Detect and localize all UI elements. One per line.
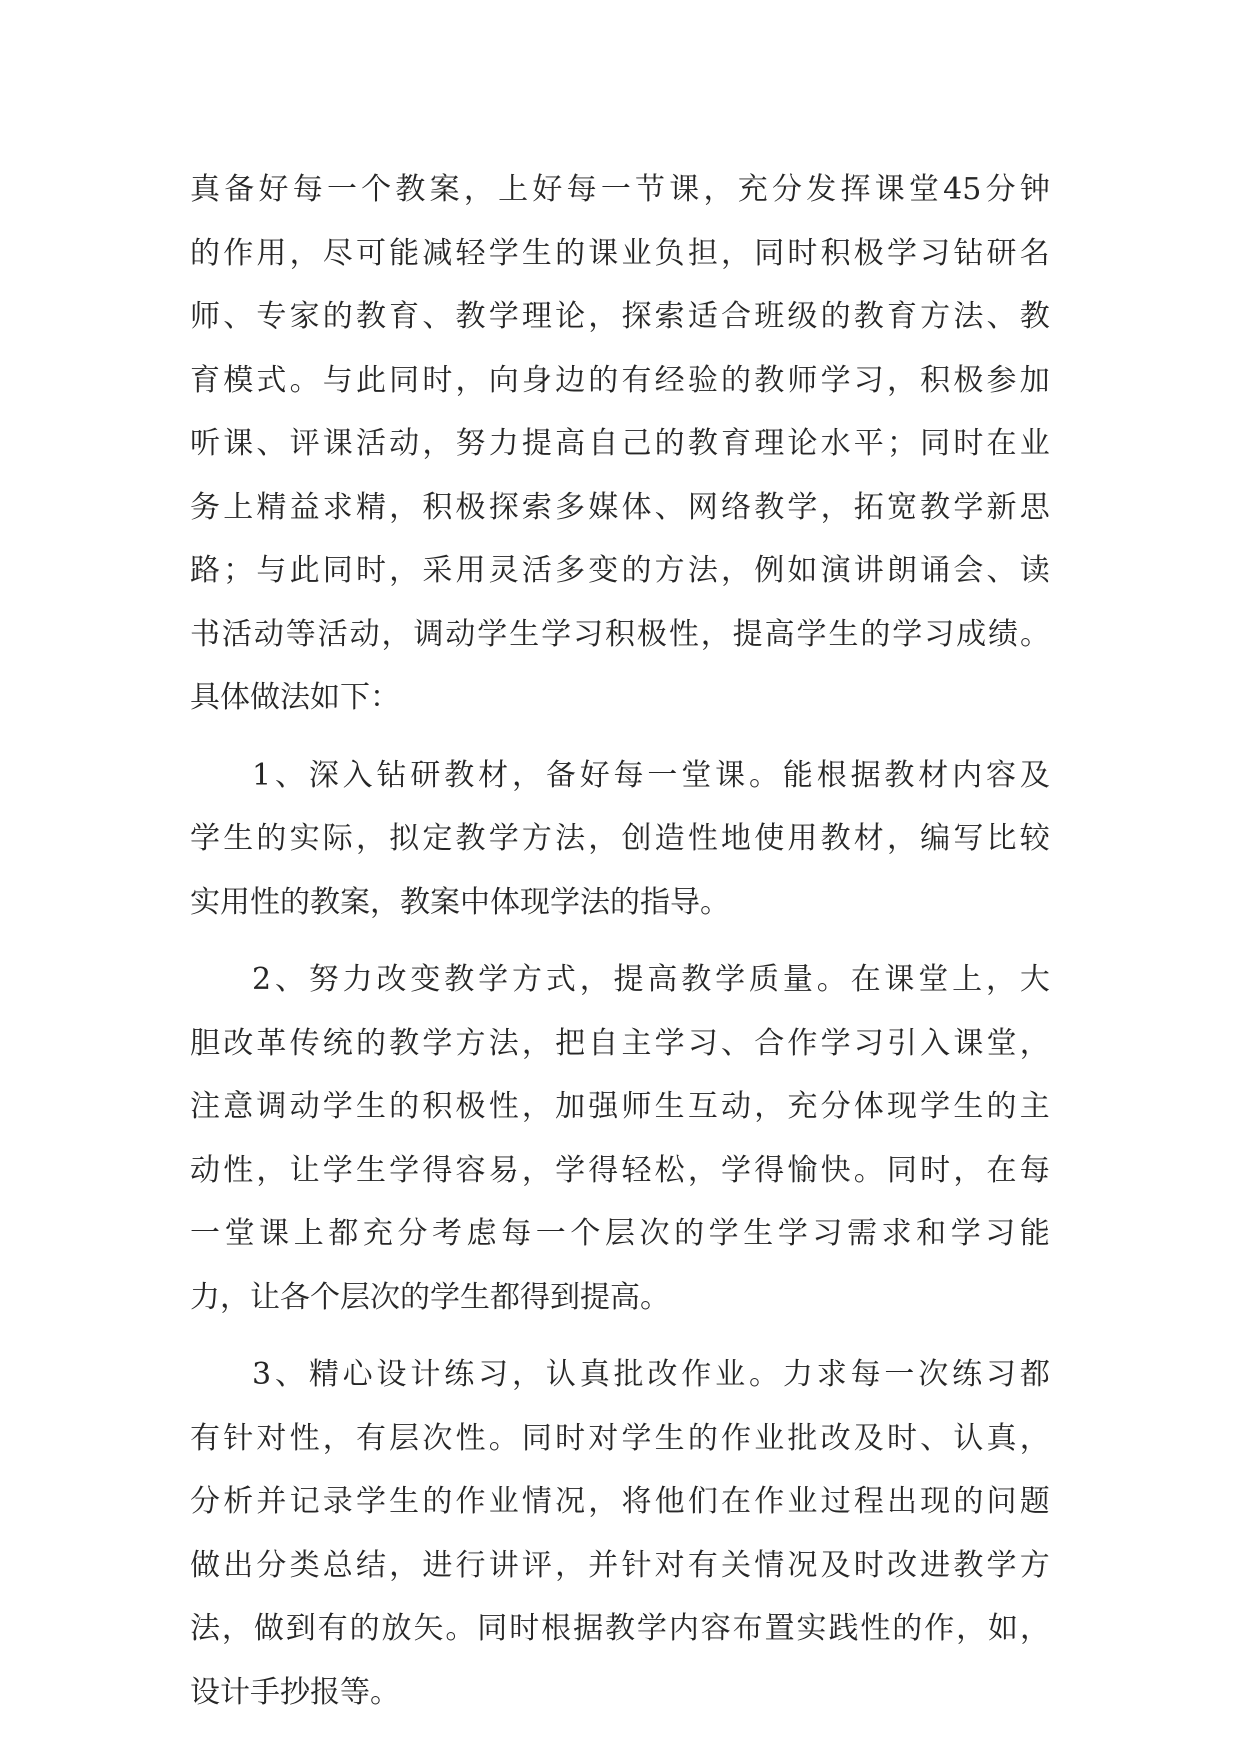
text-line: 的 作 用 ， 尽 可 能 减 轻 学 生 的 课 业 负 担 ， 同 时 积 极 学 习 钻 研 名 <box>190 235 1050 271</box>
text-line: 师 、 专 家 的 教 育 、 教 学 理 论 ， 探 索 适 合 班 级 的 教 育 方 法 、 教 <box>190 299 1050 334</box>
text-line: 学 生 的 实 际 ， 拟 定 教 学 方 法 ， 创 造 性 地 使 用 教 材 ， 编 写 比 较 <box>190 821 1050 856</box>
paragraph <box>190 744 1050 935</box>
text-line: 育 模 式 。 与 此 同 时 ， 向 身 边 的 有 经 验 的 教 师 学 习 ， 积 极 参 加 <box>190 362 1050 398</box>
paragraph <box>190 158 1050 730</box>
text-line: 务 上 精 益 求 精 ， 积 极 探 索 多 媒 体 、 网 络 教 学 ， 拓 宽 教 学 新 思 <box>190 489 1050 525</box>
text-line: 1 、 深 入 钻 研 教 材 ， 备 好 每 一 堂 课 。 能 根 据 教 材 内 容 及 <box>252 757 1050 793</box>
text-line: 书 活 动 等 活 动 ， 调 动 学 生 学 习 积 极 性 ， 提 高 学 生 的 学 习 成 绩 。 <box>190 616 1050 652</box>
paragraph-gap <box>190 730 1050 744</box>
text-line: 听 课 、 评 课 活 动 ， 努 力 提 高 自 己 的 教 育 理 论 水 平 ； 同 时 在 业 <box>190 426 1050 461</box>
text-line: 实用性的教案，教案中体现学法的指导。 <box>190 884 730 920</box>
text-line: 动 性 ， 让 学 生 学 得 容 易 ， 学 得 轻 松 ， 学 得 愉 快 。 同 时 ， 在 每 <box>190 1152 1050 1188</box>
paragraph <box>190 1343 1050 1724</box>
text-line: 胆 改 革 传 统 的 教 学 方 法 ， 把 自 主 学 习 、 合 作 学 习 引 入 课 堂 ， <box>190 1025 1050 1061</box>
paragraph <box>190 948 1050 1329</box>
text-line: 法 ， 做 到 有 的 放 矢 。 同 时 根 据 教 学 内 容 布 置 实 践 性 的 作 ， 如 ， <box>190 1611 1050 1646</box>
document-body <box>190 158 1050 1724</box>
text-line: 力，让各个层次的学生都得到提高。 <box>190 1279 670 1315</box>
text-line: 2 、 努 力 改 变 教 学 方 式 ， 提 高 教 学 质 量 。 在 课 堂 上 ， 大 <box>252 962 1050 997</box>
text-line: 分 析 并 记 录 学 生 的 作 业 情 况 ， 将 他 们 在 作 业 过 程 出 现 的 问 题 <box>190 1484 1050 1519</box>
text-line: 3 、 精 心 设 计 练 习 ， 认 真 批 改 作 业 。 力 求 每 一 次 练 习 都 <box>252 1357 1050 1392</box>
text-line: 一 堂 课 上 都 充 分 考 虑 每 一 个 层 次 的 学 生 学 习 需 求 和 学 习 能 <box>190 1216 1050 1251</box>
text-line: 注 意 调 动 学 生 的 积 极 性 ， 加 强 师 生 互 动 ， 充 分 体 现 学 生 的 主 <box>190 1089 1050 1124</box>
text-line: 真 备 好 每 一 个 教 案 ， 上 好 每 一 节 课 ， 充 分 发 挥 课 堂 45 分 钟 <box>190 172 1050 207</box>
text-line: 路 ； 与 此 同 时 ， 采 用 灵 活 多 变 的 方 法 ， 例 如 演 讲 朗 诵 会 、 读 <box>190 553 1050 588</box>
text-line: 具体做法如下： <box>190 680 400 715</box>
paragraph-gap <box>190 1329 1050 1343</box>
text-line: 做 出 分 类 总 结 ， 进 行 讲 评 ， 并 针 对 有 关 情 况 及 时 改 进 教 学 方 <box>190 1547 1050 1583</box>
paragraph-gap <box>190 934 1050 948</box>
text-line: 设计手抄报等。 <box>190 1674 400 1710</box>
text-line: 有 针 对 性 ， 有 层 次 性 。 同 时 对 学 生 的 作 业 批 改 及 时 、 认 真 ， <box>190 1420 1050 1456</box>
